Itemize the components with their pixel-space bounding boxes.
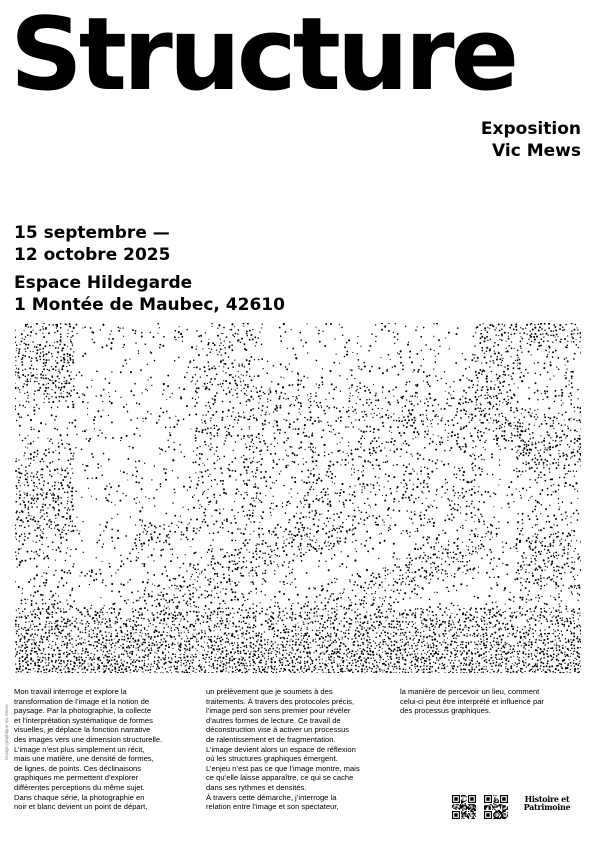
date-start: 15 septembre — — [14, 223, 170, 243]
body-text-line: l’image perd son sens premier pour révéler — [206, 706, 351, 716]
body-text-line: et l’interprétation systématique de formes — [14, 715, 153, 725]
body-text-line: L’enjeu n’est pas ce que l’image montre, mais — [206, 763, 360, 773]
body-text-line: de lignes, de points. Ces déclinaisons — [14, 763, 142, 773]
qr-code-1[interactable] — [452, 795, 476, 819]
body-text-line: déconstruction vise à activer un processus — [206, 725, 350, 735]
stipple-dots — [15, 323, 581, 673]
histoire-patrimoine-logo: Histoire et Patrimoine — [523, 794, 571, 812]
body-text-line: ce qu’elle laisse apparaître, ce qui se cache — [206, 773, 354, 783]
body-text-line: des processus graphiques. — [400, 706, 491, 716]
body-text-line: transformation de l’image et la notion de — [14, 696, 150, 706]
body-text-line: des images vers une dimension structurelle. — [14, 734, 163, 744]
event-venue — [14, 272, 285, 316]
body-text-line: relation entre l’image et son spectateur, — [206, 802, 339, 812]
body-text-line: d’autres formes de lecture. Ce travail de — [206, 715, 341, 725]
qr-code-2[interactable] — [484, 795, 508, 819]
venue-name: Espace Hildegarde — [14, 273, 193, 293]
body-text-line: dans ses rythmes et densités. — [206, 782, 307, 792]
body-text-line: L’image devient alors un espace de réflexion — [206, 744, 356, 754]
body-text-column-3 — [400, 687, 582, 716]
body-text-line: mais une matière, une densité de formes, — [14, 754, 154, 764]
exhibition-word: Exposition — [480, 119, 581, 139]
body-text-line: différentes perceptions du même sujet. — [14, 782, 145, 792]
body-text-line: de ralentissement et de fragmentation. — [206, 734, 336, 744]
exhibition-label — [481, 118, 581, 162]
stippled-landscape-image — [15, 323, 581, 673]
body-text-line: celui-ci peut être interprété et influencé par — [400, 696, 544, 706]
body-text-line: Mon travail interroge et explore la — [14, 687, 127, 696]
body-text-column-2 — [206, 687, 386, 812]
body-text-line: la manière de percevoir un lieu, comment — [400, 687, 540, 696]
date-end: 12 octobre 2025 — [14, 245, 171, 265]
body-text-line: noir et blanc devient un point de départ, — [14, 802, 148, 812]
body-text-line: paysage. Par la photographie, la collecte — [14, 706, 152, 716]
venue-address: 1 Montée de Maubec, 42610 — [14, 295, 285, 315]
body-text-column-1 — [14, 687, 194, 812]
body-text-line: À travers cette démarche, j’interroge la — [206, 792, 337, 802]
body-text-line: Dans chaque série, la photographie en — [14, 792, 145, 802]
artist-name: Vic Mews — [492, 141, 581, 161]
event-dates — [14, 222, 170, 266]
poster-title: Structure — [10, 0, 516, 113]
design-credit: Design graphique Vic Mews — [4, 704, 9, 760]
body-text-line: visuelles, je déplace la fonction narrative — [14, 725, 151, 735]
body-text-line: traitements. À travers des protocoles précis, — [206, 696, 355, 706]
body-text-line: L’image n’est plus simplement un récit, — [14, 744, 145, 754]
body-text-line: un prélèvement que je soumets à des — [206, 687, 333, 696]
body-text-line: graphiques me permettent d’explorer — [14, 773, 139, 783]
body-text-line: où les structures graphiques émergent. — [206, 754, 338, 764]
